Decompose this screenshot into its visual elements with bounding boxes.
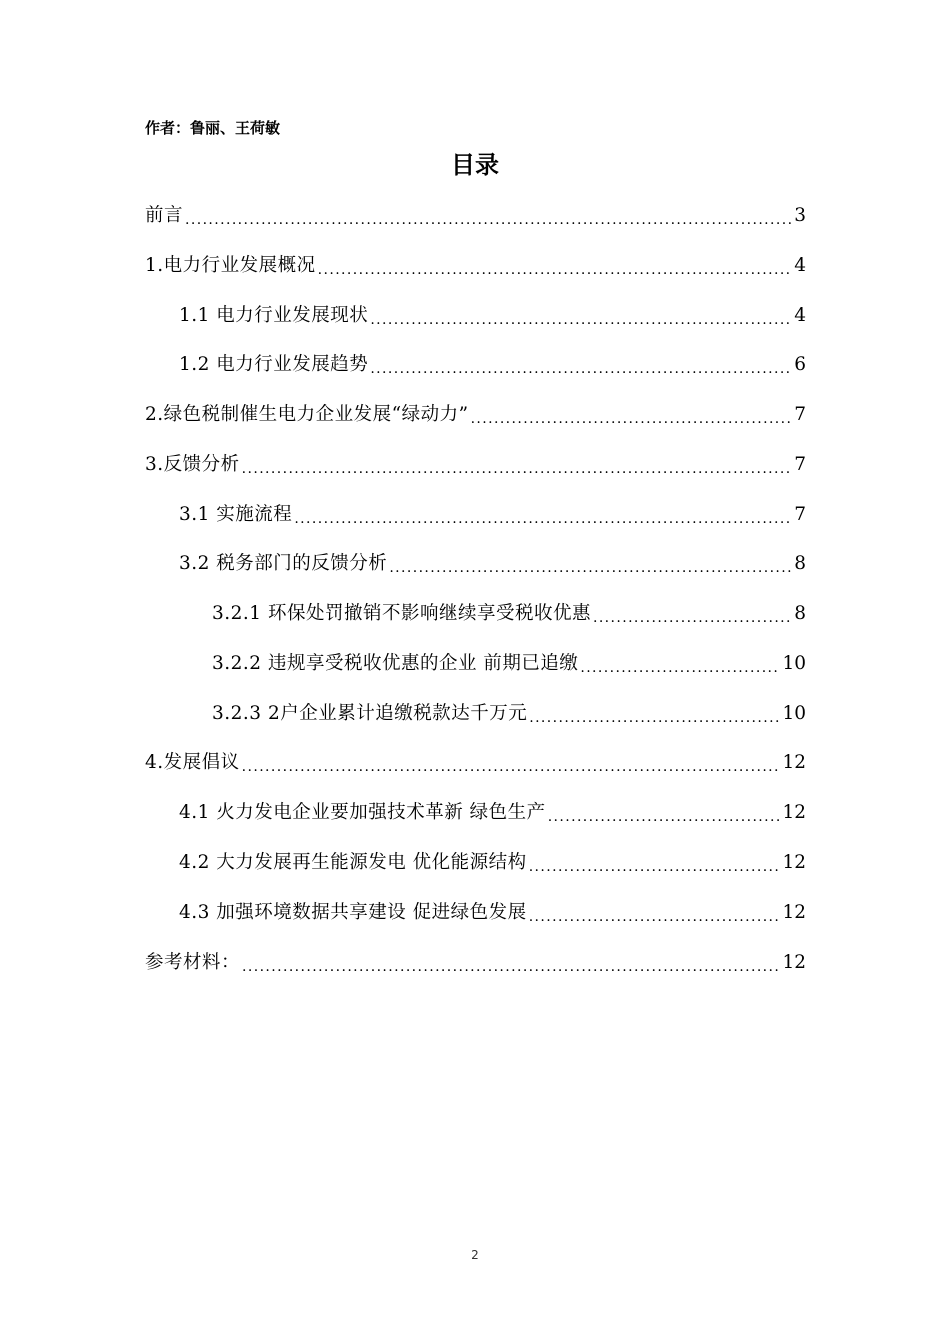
author-line: 作者：鲁丽、王荷敏: [145, 119, 281, 137]
toc-dot-leader: [389, 550, 792, 578]
toc-entry-page: 7: [794, 404, 806, 425]
toc-entry[interactable]: [145, 202, 806, 230]
toc-dot-leader: [529, 849, 781, 877]
toc-entry[interactable]: [212, 650, 806, 678]
toc-entry-text: 参考材料：: [145, 952, 241, 973]
toc-entry[interactable]: [179, 501, 806, 529]
toc-dot-leader: [318, 252, 793, 280]
toc-dot-leader: [471, 401, 793, 429]
toc-entry-page: 6: [794, 354, 806, 375]
toc-dot-leader: [580, 650, 780, 678]
toc-entry-text: 1.1 电力行业发展现状: [179, 305, 369, 326]
toc-entry-page: 10: [782, 703, 806, 724]
toc-entry-text: 前言: [145, 205, 184, 226]
toc-entry-text: 3.2 税务部门的反馈分析: [179, 553, 388, 574]
toc-entry-text: 3.反馈分析: [145, 454, 240, 475]
toc-entry[interactable]: [212, 600, 806, 628]
toc-entry-text: 4.1 火力发电企业要加强技术革新 绿色生产: [179, 802, 546, 823]
toc-entry-text: 4.发展倡议: [145, 752, 240, 773]
toc-entry-page: 12: [782, 902, 806, 923]
toc-entry-text: 2.绿色税制催生电力企业发展“绿动力”: [145, 404, 469, 425]
toc-entry-page: 12: [782, 852, 806, 873]
toc-entry-page: 12: [782, 952, 806, 973]
toc-entry-page: 4: [794, 255, 806, 276]
toc-entry[interactable]: [179, 302, 806, 330]
toc-dot-leader: [370, 302, 792, 330]
toc-entry[interactable]: [145, 252, 806, 280]
toc-dot-leader: [529, 899, 781, 927]
toc-dot-leader: [242, 949, 780, 977]
toc-dot-leader: [185, 202, 792, 230]
toc-dot-leader: [370, 351, 792, 379]
toc-entry[interactable]: [145, 451, 806, 479]
toc-entry-text: 3.2.2 违规享受税收优惠的企业 前期已追缴: [212, 653, 579, 674]
page-number: 2: [471, 1248, 479, 1262]
toc-entry[interactable]: [145, 949, 806, 977]
toc-dot-leader: [548, 799, 781, 827]
toc-entry[interactable]: [179, 849, 806, 877]
toc-entry-text: 3.2.1 环保处罚撤销不影响继续享受税收优惠: [212, 603, 591, 624]
toc-title: 目录: [451, 151, 499, 179]
toc-entry[interactable]: [212, 700, 806, 728]
toc-entry[interactable]: [179, 899, 806, 927]
toc-entry-page: 3: [794, 205, 806, 226]
toc-dot-leader: [242, 749, 781, 777]
toc-dot-leader: [529, 700, 780, 728]
toc-entry[interactable]: [145, 401, 806, 429]
toc-entry-page: 7: [794, 454, 806, 475]
toc-entry-page: 12: [782, 752, 806, 773]
toc-entry-text: 3.1 实施流程: [179, 504, 293, 525]
toc-entry-text: 1.2 电力行业发展趋势: [179, 354, 369, 375]
toc-dot-leader: [593, 600, 792, 628]
toc-entry-text: 4.3 加强环境数据共享建设 促进绿色发展: [179, 902, 527, 923]
toc-entry-page: 4: [794, 305, 806, 326]
toc-entry-page: 8: [794, 603, 806, 624]
toc-entry-page: 8: [794, 553, 806, 574]
toc-entry-text: 4.2 大力发展再生能源发电 优化能源结构: [179, 852, 527, 873]
toc-entry-page: 10: [782, 653, 806, 674]
toc-entry-text: 1.电力行业发展概况: [145, 255, 316, 276]
toc-entry[interactable]: [179, 351, 806, 379]
toc-entry-page: 12: [782, 802, 806, 823]
toc-entry-text: 3.2.3 2户企业累计追缴税款达千万元: [212, 703, 528, 724]
toc-entry[interactable]: [179, 550, 806, 578]
toc-entry[interactable]: [145, 749, 806, 777]
toc-entry-page: 7: [794, 504, 806, 525]
toc-entry[interactable]: [179, 799, 806, 827]
toc-dot-leader: [242, 451, 793, 479]
toc-dot-leader: [294, 501, 792, 529]
